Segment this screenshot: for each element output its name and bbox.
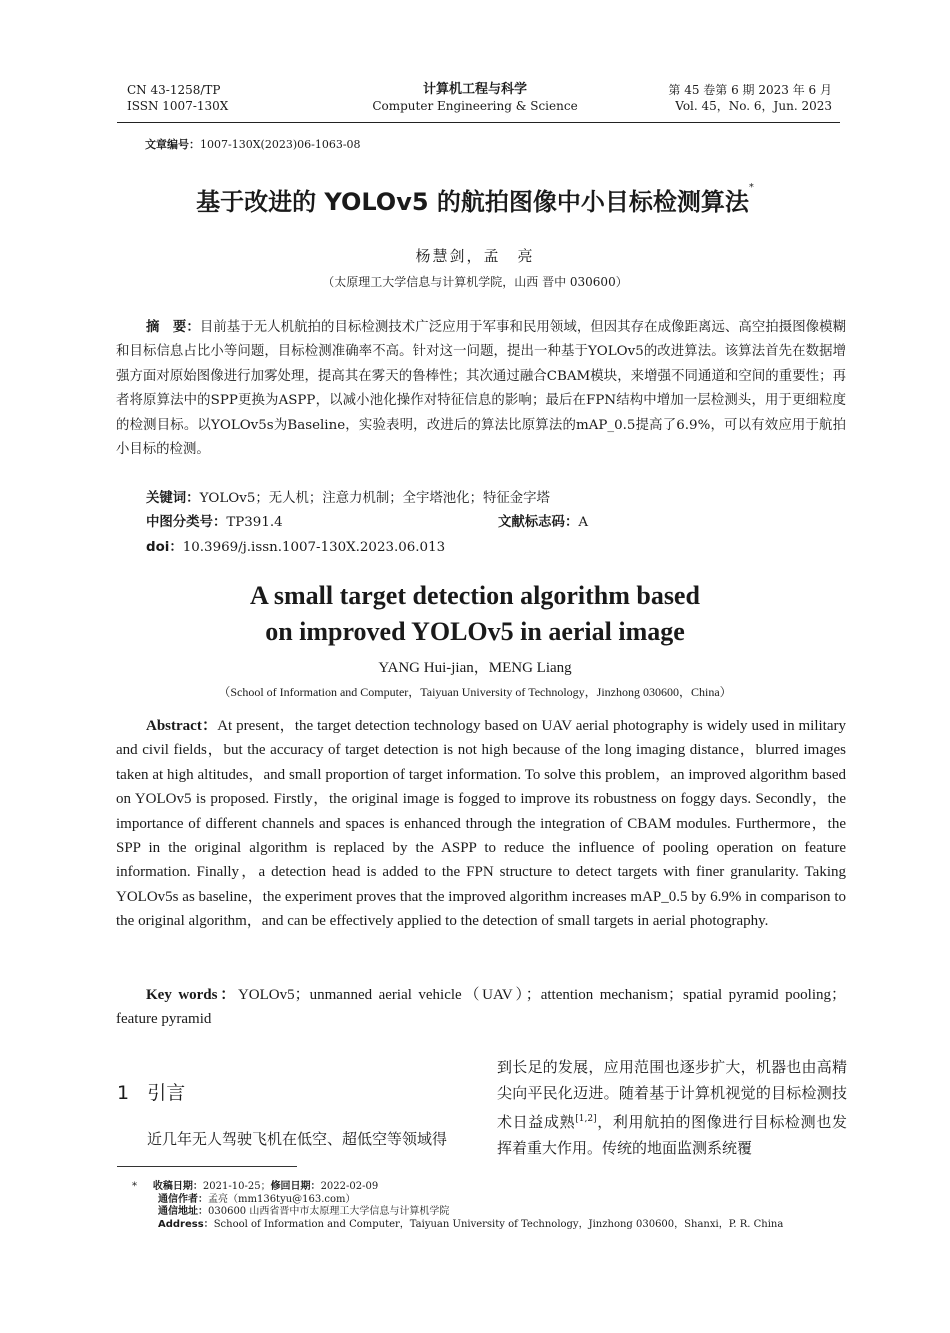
authors-cn: 杨慧剑，孟 亮 (415, 247, 535, 265)
title-cn (0, 182, 950, 217)
doi-value: 10.3969/j.issn.1007-130X.2023.06.013 (182, 540, 446, 555)
article-number-value: 1007-130X(2023)06-1063-08 (200, 138, 361, 151)
section-number: 1 (117, 1082, 130, 1104)
authors-en: YANG Hui-jian，MENG Liang (378, 660, 572, 676)
received-label: 收稿日期： (152, 1181, 203, 1192)
header-left (127, 82, 228, 114)
header-right (668, 82, 832, 114)
section-heading (117, 1078, 185, 1105)
keywords-cn-label: 关键词： (146, 491, 200, 506)
clc (146, 511, 486, 535)
keywords-cn (146, 487, 846, 511)
affiliation-en: （School of Information and Computer，Taiyuan University of Technology，Jinzhong 030600，China） (218, 685, 732, 699)
title-cn-text: 基于改进的 YOLOv5 的航拍图像中小目标检测算法 (196, 188, 749, 216)
keywords-en (116, 983, 846, 1032)
header-rule (117, 122, 840, 123)
affiliation-cn: （太原理工大学信息与计算机学院，山西 晋中 030600） (322, 275, 628, 289)
abstract-cn (116, 316, 846, 462)
clc-value: TP391.4 (226, 515, 283, 530)
journal-title-en: Computer Engineering & Science (372, 99, 578, 113)
header-center (300, 82, 650, 114)
footnote-addr-en (132, 1219, 783, 1232)
clc-label: 中图分类号： (146, 515, 227, 530)
footnote-corr (132, 1194, 783, 1207)
doc-code-value: A (578, 515, 589, 530)
article-number-label: 文章编号： (145, 138, 200, 151)
title-en-line1: A small target detection algorithm based (250, 581, 700, 610)
footnote-rule (117, 1166, 297, 1167)
abstract-en-text: At present，the target detection technology based on UAV aerial photography is widely used in military and civil fields，but the accuracy of target detection is not high because of the long imaging distance，blurred images taken at high altitudes，and small proportion of target information. To solve this problem，an improved algorithm based on YOLOv5 is proposed. Firstly，the original image is fogged to improve its robustness on foggy days. Secondly，the importance of different channels and spaces is enhanced through the integration of CBAM modules. Furthermore，the SPP in the original algorithm is replaced by the ASPP to reduce the influence of pooling operation on feature information. Finally，a detection head is added to the FPN structure to detect targets with finer granularity. Taking YOLOv5s as baseline，the experiment proves that the improved algorithm increases mAP_0.5 by 6.9% in comparison to the original algorithm，and can be effectively applied to the detection of small targets in aerial photography. (116, 718, 846, 930)
abstract-cn-text: 目前基于无人机航拍的目标检测技术广泛应用于军事和民用领域，但因其存在成像距离远、高空拍摄图像模糊和目标信息占比小等问题，目标检测准确率不高。针对这一问题，提出一种基于YOLOv5的改进算法。该算法首先在数据增强方面对原始图像进行加雾处理，提高其在雾天的鲁棒性；其次通过融合CBAM模块，来增强不同通道和空间的重要性；再者将原算法中的SPP更换为ASPP，以减小池化操作对特征信息的影响；最后在FPN结构中增加一层检测头，用于更细粒度的检测目标。以YOLOv5s为Baseline，实验表明，改进后的算法比原算法的mAP_0.5提高了6.9%，可以有效应用于航拍小目标的检测。 (116, 320, 847, 458)
addr-en-value: School of Information and Computer，Taiyuan University of Technology，Jinzhong 030600，Shanxi，P. R. China (213, 1218, 784, 1230)
revised-label: 修回日期： (270, 1181, 321, 1192)
body-right-text-b: ，利用航拍的图像进行目标检测也发挥着重大作用。传统的地面监测系统覆 (497, 1113, 847, 1157)
corr-value: 孟亮（mm136tyu@163.com） (208, 1193, 356, 1205)
title-en-line2: on improved YOLOv5 in aerial image (265, 617, 685, 646)
corr-label: 通信作者： (158, 1193, 208, 1205)
doi-label: doi： (146, 540, 183, 555)
footnote-addr-cn (132, 1206, 783, 1219)
addr-en-label: Address： (158, 1218, 214, 1230)
citation: [1,2] (575, 1114, 597, 1124)
volume-en: Vol. 45，No. 6，Jun. 2023 (675, 99, 832, 113)
doc-code (498, 511, 798, 535)
addr-cn-value: 030600 山西省晋中市太原理工大学信息与计算机学院 (208, 1206, 450, 1217)
keywords-en-text: YOLOv5；unmanned aerial vehicle（UAV）；attention mechanism；spatial pyramid pooling；feature pyramid (116, 987, 846, 1028)
doi (146, 536, 746, 560)
body-left-column: 近几年无人驾驶飞机在低空、超低空等领域得 (147, 1130, 448, 1148)
issn: ISSN 1007-130X (127, 99, 229, 113)
section-title: 引言 (147, 1082, 186, 1104)
body-right-text-a: 到长足的发展，应用范围也逐步扩大，机器也由高精尖向平民化迈进。随着基于计算机视觉的目标检测技术日益成熟 (497, 1058, 847, 1131)
title-en (0, 578, 950, 650)
title-cn-note: * (748, 182, 754, 193)
article-number (145, 136, 361, 152)
body-right-column (497, 1054, 847, 1161)
keywords-en-label: Key words： (146, 987, 238, 1003)
cn-code: CN 43-1258/TP (127, 83, 221, 97)
footnote (132, 1181, 783, 1231)
volume-cn: 第 45 卷第 6 期 2023 年 6 月 (668, 83, 832, 97)
keywords-cn-text: YOLOv5；无人机；注意力机制；全宇塔池化；特征金字塔 (199, 491, 550, 506)
footnote-mark: * (132, 1181, 137, 1192)
abstract-en (116, 714, 846, 934)
revised-date: 2022-02-09 (320, 1181, 379, 1192)
abstract-cn-label: 摘 要： (146, 320, 200, 335)
doc-code-label: 文献标志码： (498, 515, 579, 530)
abstract-en-label: Abstract： (146, 718, 218, 734)
addr-cn-label: 通信地址： (158, 1206, 208, 1217)
received-date: 2021-10-25； (202, 1181, 271, 1192)
journal-title-cn: 计算机工程与科学 (422, 82, 527, 97)
footnote-dates (132, 1181, 783, 1194)
